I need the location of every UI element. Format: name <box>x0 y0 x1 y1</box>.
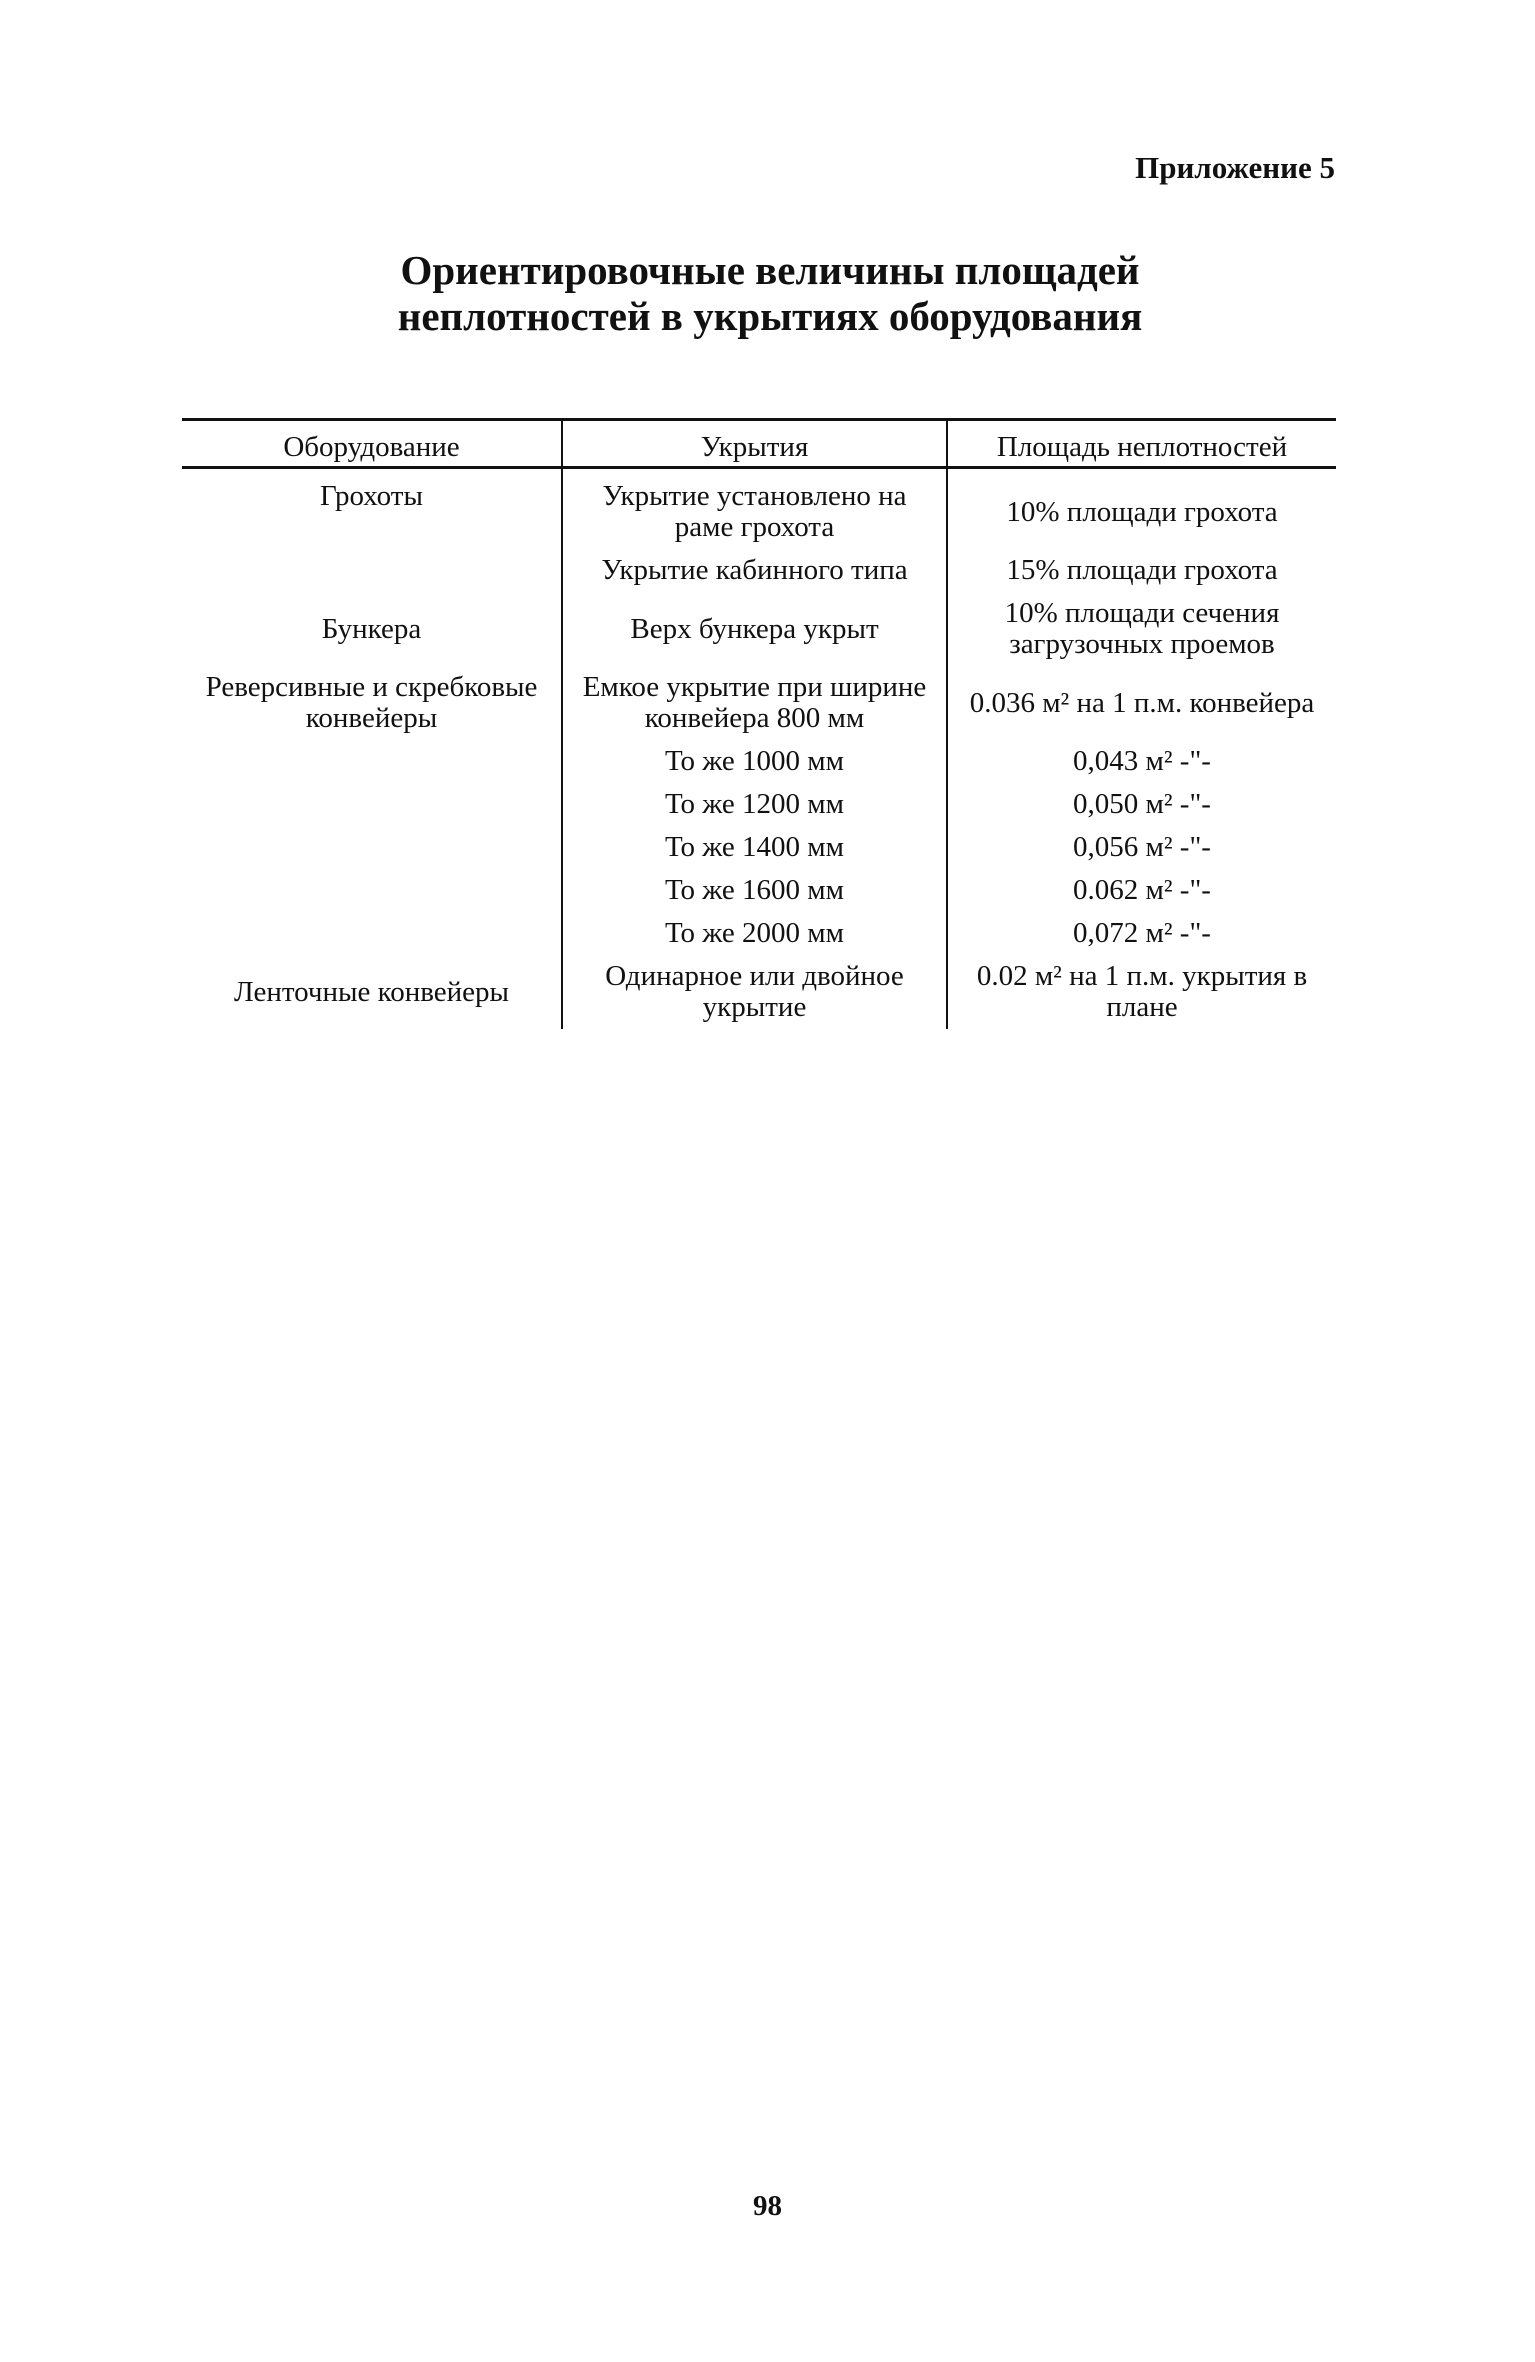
area-cell: 0,056 м² -"- <box>947 826 1336 869</box>
table-row <box>182 549 1336 592</box>
column-header-covers: Укрытия <box>562 420 947 468</box>
cover-cell: Емкое укрытие при ширине конвейера 800 мм <box>562 666 947 740</box>
area-cell: 15% площади грохота <box>947 549 1336 592</box>
area-cell: 0,043 м² -"- <box>947 740 1336 783</box>
area-cell: 0.036 м² на 1 п.м. конвейера <box>947 666 1336 740</box>
cover-cell: Укрытие кабинного типа <box>562 549 947 592</box>
cover-cell: Укрытие установлено на раме грохота <box>562 468 947 550</box>
appendix-label: Приложение 5 <box>1135 150 1335 185</box>
table-row <box>182 740 1336 783</box>
equipment-cell <box>182 826 562 869</box>
title-line-1: Ориентировочные величины площадей <box>400 247 1140 293</box>
equipment-cell <box>182 912 562 955</box>
equipment-cell: Реверсивные и скребковые конвейеры <box>205 671 538 734</box>
document-title <box>300 247 1240 339</box>
table-row <box>182 468 1336 550</box>
cover-cell: То же 2000 мм <box>562 912 947 955</box>
equipment-cell: Грохоты <box>320 480 423 512</box>
equipment-cell <box>182 869 562 912</box>
leakage-area-table <box>182 418 1336 1029</box>
cover-cell: То же 1400 мм <box>562 826 947 869</box>
table-row <box>182 826 1336 869</box>
equipment-cell: Ленточные конвейеры <box>233 975 510 1008</box>
table-row <box>182 783 1336 826</box>
area-cell: 0,072 м² -"- <box>947 912 1336 955</box>
equipment-cell <box>182 549 562 592</box>
area-cell: 0,050 м² -"- <box>947 783 1336 826</box>
cover-cell: То же 1000 мм <box>562 740 947 783</box>
equipment-cell <box>182 783 562 826</box>
cover-cell: Верх бункера укрыт <box>562 592 947 666</box>
cover-cell: То же 1600 мм <box>562 869 947 912</box>
equipment-cell <box>182 740 562 783</box>
area-cell: 10% площади грохота <box>947 468 1336 550</box>
table-row <box>182 666 1336 740</box>
column-header-leakage-area: Площадь неплотностей <box>947 420 1336 468</box>
title-line-2: неплотностей в укрытиях оборудования <box>397 293 1143 339</box>
table-row <box>182 912 1336 955</box>
column-header-equipment: Оборудование <box>283 431 460 463</box>
table-row <box>182 955 1336 1029</box>
table-header-row <box>182 420 1336 468</box>
page-number: 98 <box>753 2190 782 2222</box>
cover-cell: То же 1200 мм <box>562 783 947 826</box>
table-row <box>182 869 1336 912</box>
area-cell: 10% площади сечения загрузочных проемов <box>947 592 1336 666</box>
table-row <box>182 592 1336 666</box>
equipment-cell: Бункера <box>321 612 422 645</box>
cover-cell: Одинарное или двойное укрытие <box>562 955 947 1029</box>
area-cell: 0.062 м² -"- <box>947 869 1336 912</box>
area-cell: 0.02 м² на 1 п.м. укрытия в плане <box>947 955 1336 1029</box>
